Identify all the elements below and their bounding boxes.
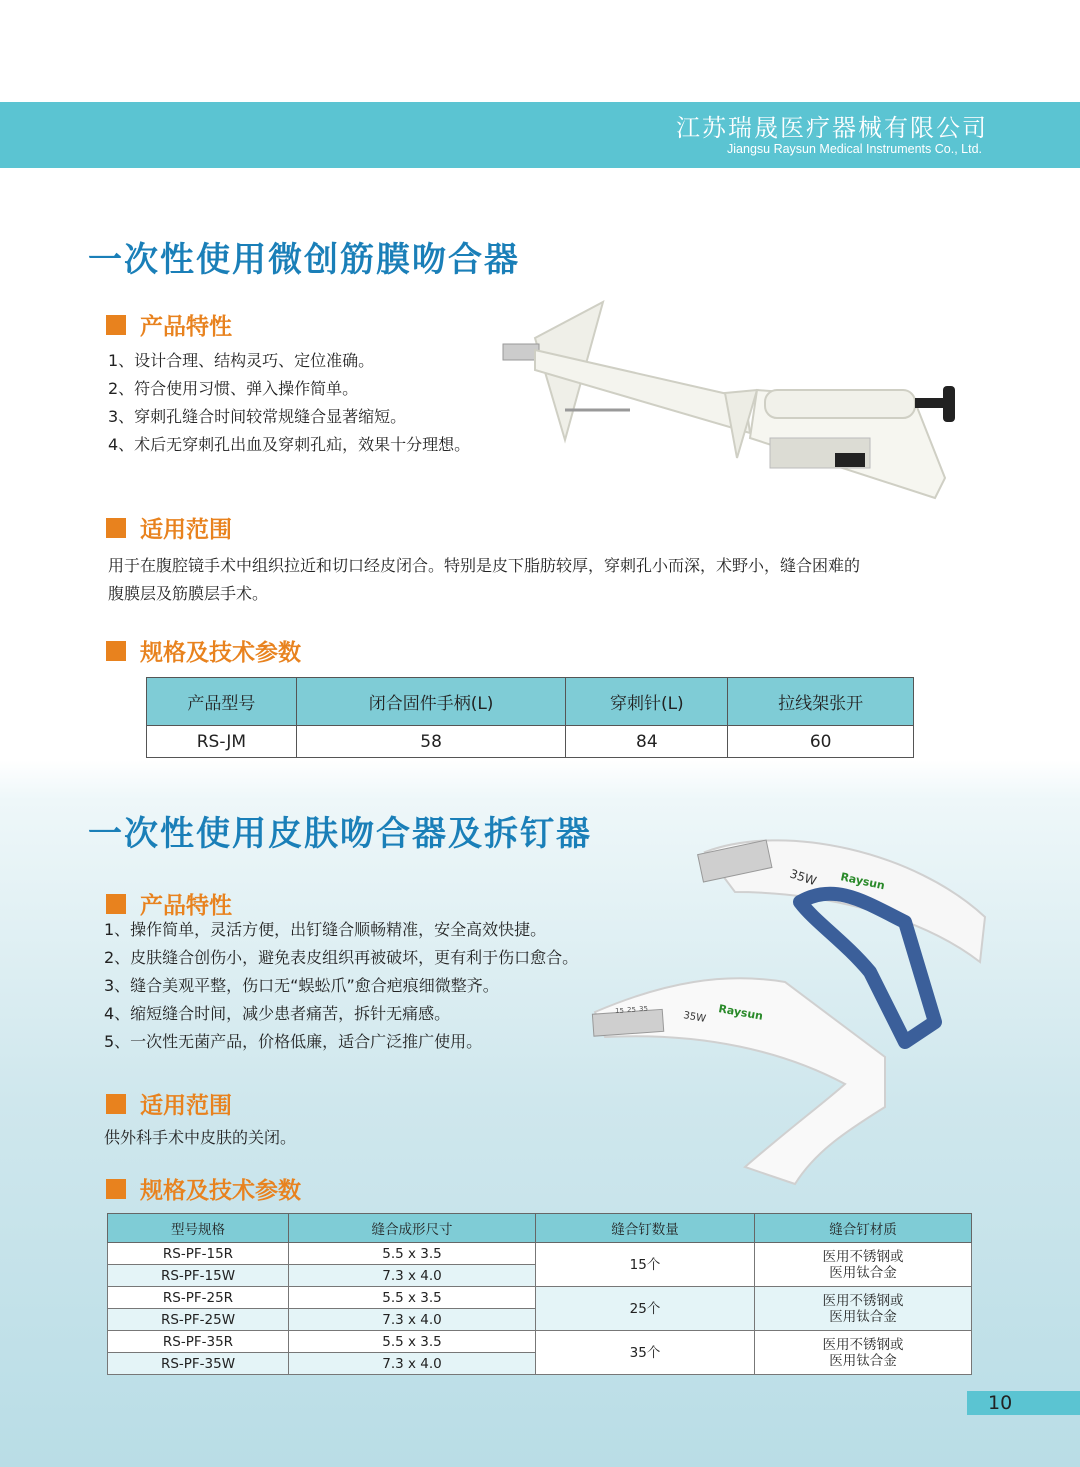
stapler-model-label-front: 35W	[682, 1010, 707, 1025]
list-item: 1、操作简单，灵活方便，出钉缝合顺畅精准，安全高效快捷。	[104, 920, 547, 939]
product1-scope-text	[108, 552, 860, 608]
skin-stapler-image	[585, 822, 995, 1192]
material-line: 医用不锈钢或	[822, 1292, 904, 1309]
table-header-row	[147, 678, 914, 726]
table-cell: 35个	[536, 1331, 755, 1375]
list-item: 2、符合使用习惯、弹入操作简单。	[108, 379, 359, 398]
table-row	[108, 1287, 972, 1309]
scope-line: 用于在腹腔镜手术中组织拉近和切口经皮闭合。特别是皮下脂肪较厚，穿刺孔小而深，术野小，缝合困难的	[108, 556, 861, 575]
table-cell: 84	[566, 726, 728, 758]
table-cell: RS-PF-35W	[108, 1353, 289, 1375]
table-header-cell: 缝合钉材质	[755, 1214, 972, 1243]
page-number-band	[967, 1391, 1080, 1415]
section-marker-icon	[106, 1179, 126, 1199]
product2-features-list	[104, 916, 578, 1056]
scope-line: 腹膜层及筋膜层手术。	[108, 584, 269, 603]
section-heading-text: 规格及技术参数	[140, 1178, 301, 1204]
stapler-tick-label: 15	[615, 1007, 624, 1015]
section-marker-icon	[106, 1094, 126, 1114]
table-row	[108, 1331, 972, 1353]
list-item: 2、皮肤缝合创伤小，避免表皮组织再被破坏，更有利于伤口愈合。	[104, 948, 579, 967]
table-cell: RS-PF-25R	[108, 1287, 289, 1309]
table-cell	[755, 1331, 972, 1375]
list-item: 1、设计合理、结构灵巧、定位准确。	[108, 351, 375, 370]
table-cell: 7.3 x 4.0	[289, 1309, 536, 1331]
section-heading-text: 适用范围	[140, 517, 232, 543]
stapler-brand-label-front: Raysun	[717, 1002, 764, 1023]
product2-scope-text: 供外科手术中皮肤的关闭。	[104, 1128, 297, 1147]
stapler-brand-label-back: Raysun	[839, 870, 887, 893]
table-cell: RS-PF-15W	[108, 1265, 289, 1287]
section-heading-text: 适用范围	[140, 1093, 232, 1119]
table-cell: RS-PF-25W	[108, 1309, 289, 1331]
material-line: 医用钛合金	[829, 1308, 897, 1325]
list-item: 3、缝合美观平整，伤口无“蜈蚣爪”愈合疤痕细微整齐。	[104, 976, 499, 995]
product1-features-list	[108, 347, 470, 459]
table-cell: RS-PF-15R	[108, 1243, 289, 1265]
fascia-closure-device-image	[495, 298, 975, 508]
material-line: 医用钛合金	[829, 1264, 897, 1281]
section-marker-icon	[106, 518, 126, 538]
list-item: 4、缩短缝合时间，减少患者痛苦，拆针无痛感。	[104, 1004, 451, 1023]
table-cell: 58	[296, 726, 566, 758]
list-item: 3、穿刺孔缝合时间较常规缝合显著缩短。	[108, 407, 407, 426]
table-header-cell: 闭合固件手柄(L)	[296, 678, 566, 726]
section-marker-icon	[106, 641, 126, 661]
table-cell: RS-JM	[147, 726, 297, 758]
section-marker-icon	[106, 315, 126, 335]
table-cell: 5.5 x 3.5	[289, 1287, 536, 1309]
product1-scope-heading	[106, 511, 232, 544]
table-cell: 25个	[536, 1287, 755, 1331]
section-heading-text: 产品特性	[140, 314, 232, 340]
list-item: 5、一次性无菌产品，价格低廉，适合广泛推广使用。	[104, 1032, 483, 1051]
table-cell: RS-PF-35R	[108, 1331, 289, 1353]
material-line: 医用不锈钢或	[822, 1248, 904, 1265]
stapler-tick-label: 25	[627, 1006, 636, 1014]
table-row	[147, 726, 914, 758]
product2-spec-heading	[106, 1172, 301, 1205]
table-header-cell: 型号规格	[108, 1214, 289, 1243]
table-header-cell: 产品型号	[147, 678, 297, 726]
section-heading-text: 规格及技术参数	[140, 640, 301, 666]
table-row	[108, 1243, 972, 1265]
stapler-model-label-back: 35W	[788, 866, 819, 889]
table-header-cell: 缝合成形尺寸	[289, 1214, 536, 1243]
product1-title: 一次性使用微创筋膜吻合器	[88, 240, 520, 280]
table-header-cell: 拉线架张开	[728, 678, 914, 726]
table-cell: 5.5 x 3.5	[289, 1243, 536, 1265]
table-header-cell: 穿刺针(L)	[566, 678, 728, 726]
product1-spec-table	[146, 677, 914, 758]
table-header-cell: 缝合钉数量	[536, 1214, 755, 1243]
section-marker-icon	[106, 894, 126, 914]
table-cell	[755, 1243, 972, 1287]
table-cell: 7.3 x 4.0	[289, 1265, 536, 1287]
section-heading-text: 产品特性	[140, 893, 232, 919]
table-cell: 15个	[536, 1243, 755, 1287]
product2-scope-heading	[106, 1087, 232, 1120]
product1-features-heading	[106, 308, 232, 341]
table-cell: 5.5 x 3.5	[289, 1331, 536, 1353]
table-header-row	[108, 1214, 972, 1243]
company-name-cn: 江苏瑞晟医疗器械有限公司	[676, 114, 988, 142]
stapler-tick-label: 35	[639, 1005, 648, 1013]
table-cell: 60	[728, 726, 914, 758]
product2-title: 一次性使用皮肤吻合器及拆钉器	[88, 814, 592, 854]
material-line: 医用钛合金	[829, 1352, 897, 1369]
page-number: 10	[988, 1392, 1013, 1414]
company-name-en: Jiangsu Raysun Medical Instruments Co., Ltd.	[727, 142, 982, 156]
table-cell: 7.3 x 4.0	[289, 1353, 536, 1375]
material-line: 医用不锈钢或	[822, 1336, 904, 1353]
product2-spec-table	[107, 1213, 972, 1375]
product1-spec-heading	[106, 634, 301, 667]
list-item: 4、术后无穿刺孔出血及穿刺孔疝，效果十分理想。	[108, 435, 471, 454]
table-cell	[755, 1287, 972, 1331]
